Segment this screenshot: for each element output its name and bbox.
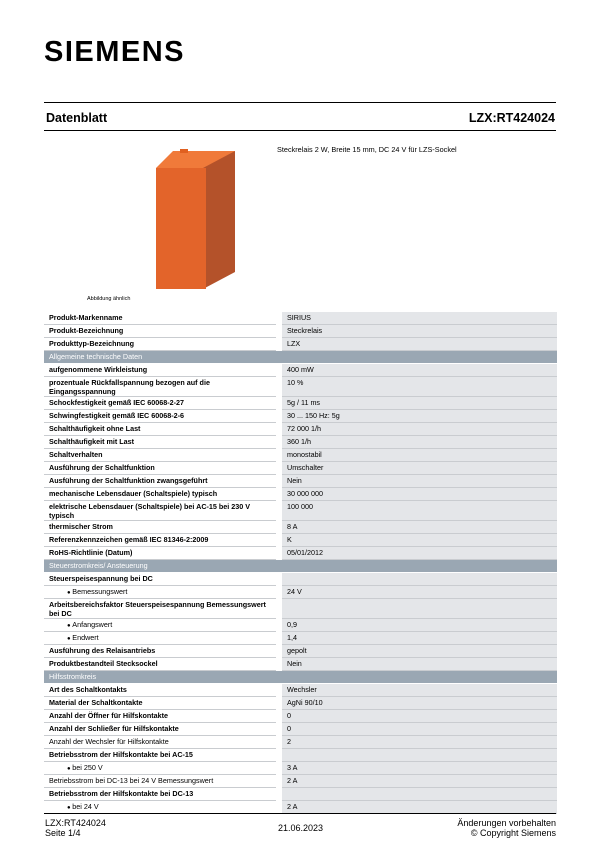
spec-sub-label: ● bei 250 V [49, 763, 103, 772]
spec-label [44, 449, 279, 462]
spec-value: 0 [279, 710, 557, 723]
spec-label [44, 801, 279, 814]
spec-label [44, 599, 279, 619]
spec-label [44, 423, 279, 436]
spec-row [44, 684, 557, 697]
spec-value [279, 788, 557, 801]
spec-label-text: Produkt-Markenname [49, 313, 123, 322]
spec-sub-label: ● Anfangswert [49, 620, 112, 629]
spec-row [44, 338, 557, 351]
spec-sub-label: ● Endwert [49, 633, 99, 642]
section-header [44, 351, 557, 364]
spec-row [44, 364, 557, 377]
spec-row [44, 710, 557, 723]
spec-value: Nein [279, 475, 557, 488]
section-header [44, 671, 557, 684]
spec-value: 24 V [279, 586, 557, 599]
spec-value: LZX [279, 338, 557, 351]
spec-label [44, 749, 279, 762]
spec-label [44, 312, 279, 325]
spec-label-text: RoHS-Richtlinie (Datum) [49, 548, 133, 557]
spec-label [44, 364, 279, 377]
spec-row [44, 632, 557, 645]
section-title: Allgemeine technische Daten [44, 351, 557, 364]
spec-label [44, 475, 279, 488]
spec-value: 360 1/h [279, 436, 557, 449]
spec-row [44, 697, 557, 710]
spec-row [44, 788, 557, 801]
section-header [44, 560, 557, 573]
spec-row [44, 449, 557, 462]
spec-row [44, 723, 557, 736]
spec-label-text: Referenzkennzeichen gemäß IEC 81346-2:2009 [49, 535, 209, 544]
spec-label [44, 658, 279, 671]
product-description: Steckrelais 2 W, Breite 15 mm, DC 24 V für LZS-Sockel [277, 145, 457, 154]
spec-label [44, 632, 279, 645]
spec-value: 400 mW [279, 364, 557, 377]
spec-label-text: Betriebsstrom der Hilfskontakte bei AC-15 [49, 750, 193, 759]
spec-row [44, 312, 557, 325]
spec-value: Steckrelais [279, 325, 557, 338]
spec-row [44, 488, 557, 501]
spec-label [44, 338, 279, 351]
spec-row [44, 775, 557, 788]
footer-page: Seite 1/4 [45, 828, 81, 838]
spec-row [44, 736, 557, 749]
spec-label [44, 547, 279, 560]
spec-label-text: Anzahl der Öffner für Hilfskontakte [49, 711, 169, 720]
spec-value [279, 749, 557, 762]
product-image [150, 148, 235, 293]
spec-label-text: Ausführung der Schaltfunktion [49, 463, 155, 472]
spec-value: K [279, 534, 557, 547]
spec-value: 0,9 [279, 619, 557, 632]
spec-label-text: elektrische Lebensdauer (Schaltspiele) bei AC-15 bei 230 V typisch [49, 502, 251, 520]
footer-copyright: © Copyright Siemens [470, 828, 556, 838]
spec-row [44, 749, 557, 762]
spec-label-text: Schockfestigkeit gemäß IEC 60068-2-27 [49, 398, 185, 407]
spec-row [44, 410, 557, 423]
spec-row [44, 436, 557, 449]
spec-label-text: Schalthäufigkeit mit Last [49, 437, 135, 446]
spec-value: 8 A [279, 521, 557, 534]
spec-value: AgNi 90/10 [279, 697, 557, 710]
spec-label [44, 684, 279, 697]
spec-label [44, 586, 279, 599]
spec-label [44, 723, 279, 736]
spec-row [44, 619, 557, 632]
spec-row [44, 534, 557, 547]
spec-row [44, 501, 557, 521]
spec-value: SIRIUS [279, 312, 557, 325]
header-rule-bottom [44, 130, 556, 131]
spec-label [44, 501, 279, 521]
spec-row [44, 462, 557, 475]
spec-value: Wechsler [279, 684, 557, 697]
spec-value: 100 000 [279, 501, 557, 521]
spec-value: 72 000 1/h [279, 423, 557, 436]
spec-row [44, 325, 557, 338]
section-title: Hilfsstromkreis [44, 671, 557, 684]
spec-label-text: Betriebsstrom bei DC-13 bei 24 V Bemessungswert [49, 776, 214, 785]
siemens-logo: SIEMENS [44, 36, 186, 68]
spec-label-text: thermischer Strom [49, 522, 113, 531]
spec-row [44, 573, 557, 586]
spec-value: 0 [279, 723, 557, 736]
spec-label-text: Material der Schaltkontakte [49, 698, 143, 707]
spec-label [44, 762, 279, 775]
spec-label-text: aufgenommene Wirkleistung [49, 365, 148, 374]
spec-label [44, 462, 279, 475]
spec-row [44, 762, 557, 775]
spec-label [44, 619, 279, 632]
spec-label [44, 488, 279, 501]
spec-value: 10 % [279, 377, 557, 397]
spec-row [44, 475, 557, 488]
spec-value: Nein [279, 658, 557, 671]
spec-label [44, 775, 279, 788]
spec-row [44, 599, 557, 619]
spec-label-text: Arbeitsbereichsfaktor Steuerspeisespannung Bemessungswert bei DC [49, 600, 266, 618]
spec-value: 5g / 11 ms [279, 397, 557, 410]
spec-label [44, 436, 279, 449]
spec-row [44, 397, 557, 410]
spec-value: 1,4 [279, 632, 557, 645]
spec-value: 2 [279, 736, 557, 749]
spec-label [44, 377, 279, 397]
spec-value: Umschalter [279, 462, 557, 475]
header-rule-top [44, 102, 556, 103]
spec-label-text: prozentuale Rückfallspannung bezogen auf die Eingangsspannung [49, 378, 210, 396]
spec-sub-label: ● bei 24 V [49, 802, 99, 811]
footer-doc-id: LZX:RT424024 [45, 818, 106, 828]
spec-row [44, 586, 557, 599]
spec-value: 05/01/2012 [279, 547, 557, 560]
footer-left [45, 818, 106, 838]
spec-label [44, 410, 279, 423]
spec-label-text: Produkt-Bezeichnung [49, 326, 124, 335]
spec-label [44, 573, 279, 586]
spec-label-text: Produkttyp-Bezeichnung [49, 339, 135, 348]
document-id: LZX:RT424024 [468, 111, 555, 125]
document-type: Datenblatt [46, 111, 108, 125]
spec-label [44, 736, 279, 749]
spec-label-text: Art des Schaltkontakts [49, 685, 127, 694]
spec-row [44, 377, 557, 397]
spec-row [44, 645, 557, 658]
spec-label [44, 710, 279, 723]
spec-row [44, 423, 557, 436]
spec-table [44, 312, 557, 814]
spec-label-text: Steuerspeisespannung bei DC [49, 574, 153, 583]
spec-value: gepolt [279, 645, 557, 658]
spec-label-text: Anzahl der Wechsler für Hilfskontakte [49, 737, 169, 746]
image-caption: Abbildung ähnlich [87, 296, 131, 302]
spec-row [44, 658, 557, 671]
spec-label-text: Betriebsstrom der Hilfskontakte bei DC-13 [49, 789, 194, 798]
spec-value: 3 A [279, 762, 557, 775]
spec-value: 30 000 000 [279, 488, 557, 501]
spec-row [44, 521, 557, 534]
spec-value: 2 A [279, 801, 557, 814]
spec-label [44, 534, 279, 547]
spec-value [279, 573, 557, 586]
spec-label-text: Ausführung des Relaisantriebs [49, 646, 156, 655]
spec-value: 2 A [279, 775, 557, 788]
footer-rule [44, 813, 556, 814]
spec-label [44, 397, 279, 410]
spec-label [44, 788, 279, 801]
spec-label [44, 645, 279, 658]
spec-label [44, 325, 279, 338]
spec-sub-label: ● Bemessungswert [49, 587, 127, 596]
spec-label-text: Produktbestandteil Stecksockel [49, 659, 158, 668]
spec-label-text: mechanische Lebensdauer (Schaltspiele) typisch [49, 489, 218, 498]
footer-notice: Änderungen vorbehalten [457, 818, 556, 828]
section-title: Steuerstromkreis/ Ansteuerung [44, 560, 557, 573]
spec-label [44, 521, 279, 534]
spec-value [279, 599, 557, 619]
spec-row [44, 801, 557, 814]
spec-label [44, 697, 279, 710]
spec-label-text: Ausführung der Schaltfunktion zwangsgeführt [49, 476, 208, 485]
spec-label-text: Schalthäufigkeit ohne Last [49, 424, 141, 433]
footer-date: 21.06.2023 [278, 823, 324, 833]
spec-row [44, 547, 557, 560]
spec-value: 30 ... 150 Hz: 5g [279, 410, 557, 423]
spec-label-text: Anzahl der Schließer für Hilfskontakte [49, 724, 179, 733]
footer-right [457, 818, 556, 838]
spec-value: monostabil [279, 449, 557, 462]
spec-label-text: Schwingfestigkeit gemäß IEC 60068-2-6 [49, 411, 185, 420]
spec-label-text: Schaltverhalten [49, 450, 103, 459]
